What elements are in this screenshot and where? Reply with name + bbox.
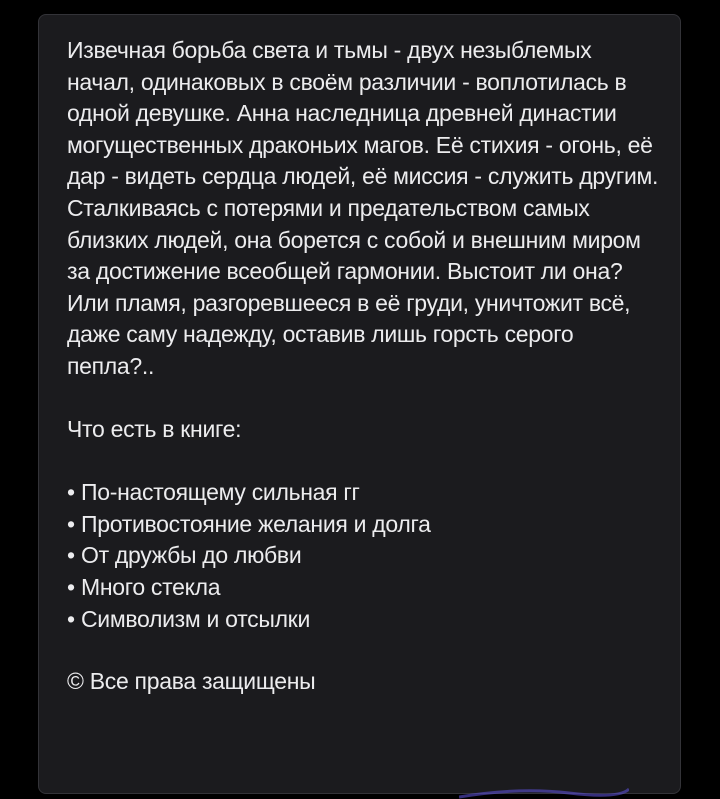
list-item-label: Противостояние желания и долга (81, 510, 431, 537)
accent-glow (459, 785, 629, 799)
book-description-card (38, 14, 681, 794)
bullet-icon: • (67, 510, 75, 537)
list-item (67, 540, 662, 572)
list-item-label: Много стекла (81, 573, 221, 600)
bullet-icon: • (67, 542, 75, 569)
list-item (67, 572, 662, 604)
accent-glow-stroke (459, 789, 629, 797)
list-item (67, 604, 662, 636)
bullet-icon: • (67, 573, 75, 600)
bullet-icon: • (67, 605, 75, 632)
copyright-notice: © Все права защищены (67, 668, 316, 695)
list-item-label: По-настоящему сильная гг (81, 479, 360, 506)
list-item (67, 477, 662, 509)
list-item (67, 509, 662, 541)
annotation-text: Извечная борьба света и тьмы - двух незыблемых начал, одинаковых в своём различии - воплотилась в одной девушке. Анна наследница древней династии могущественных драконьих магов. Её стихия - огонь, её дар - видеть сердца людей, её миссия - служить другим. Сталкиваясь с потерями и предательством самых близких людей, она борется с собой и внешним миром за достижение всеобщей гармонии. Выстоит ли она? Или пламя, разгоревшееся в её груди, уничтожит всё, даже саму надежду, оставив лишь горсть серого пепла?.. (67, 37, 659, 379)
features-list (67, 477, 662, 635)
list-item-label: От дружбы до любви (81, 542, 302, 569)
bullet-icon: • (67, 479, 75, 506)
description-content (67, 35, 662, 698)
list-item-label: Символизм и отсылки (81, 605, 310, 632)
features-heading: Что есть в книге: (67, 415, 242, 442)
